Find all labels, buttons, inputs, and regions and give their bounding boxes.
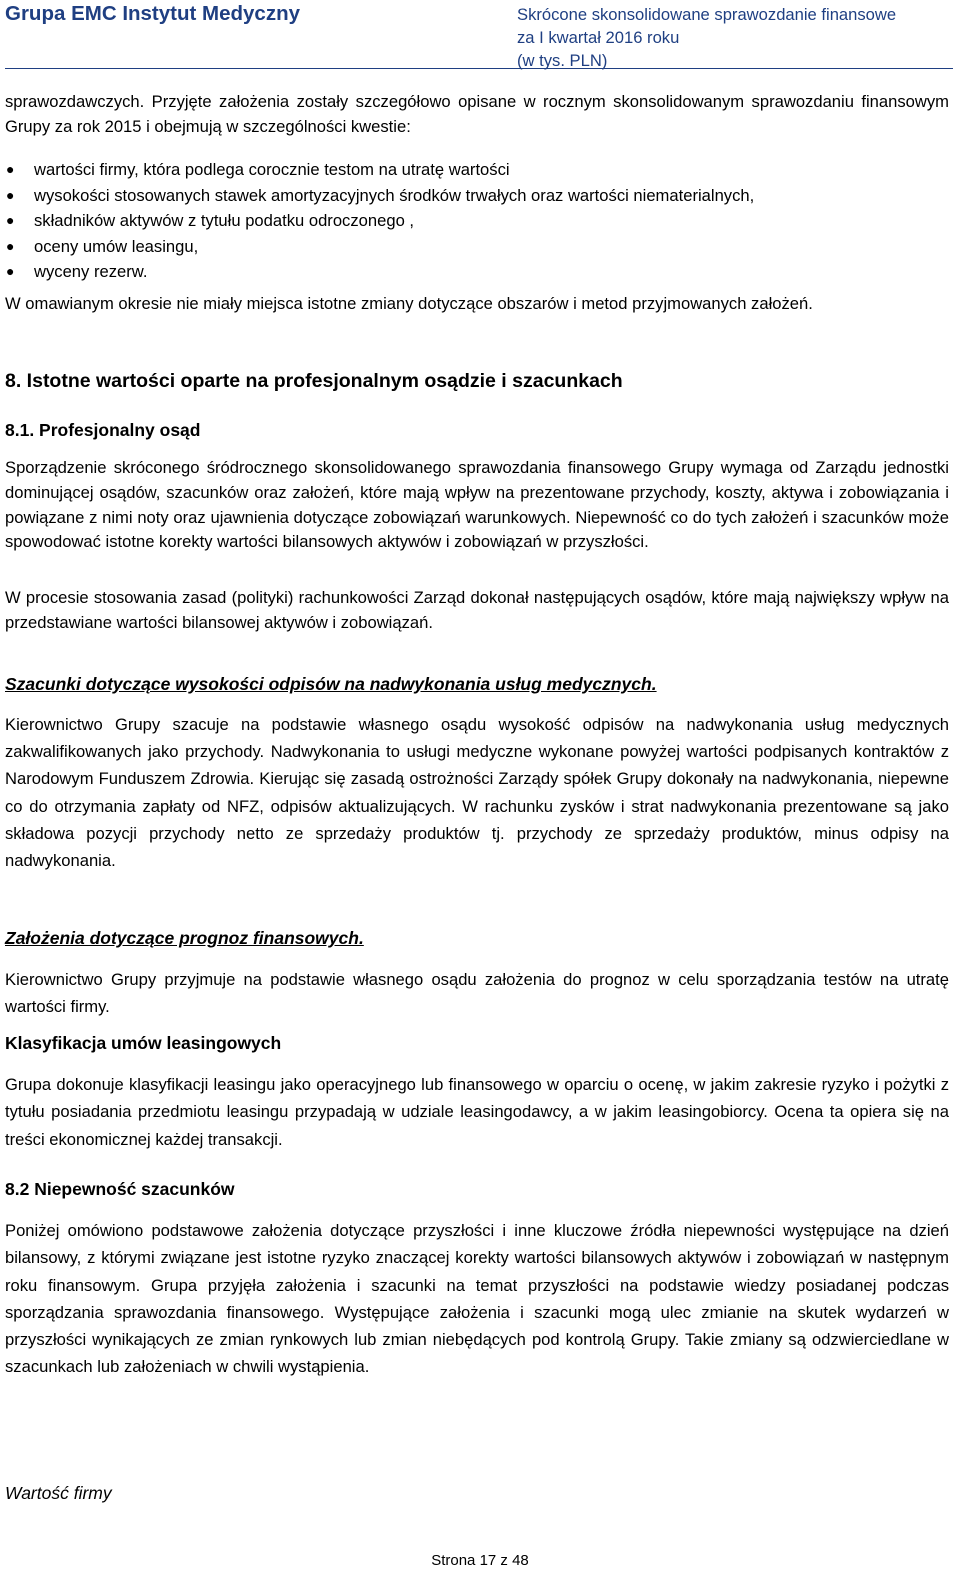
bullet-icon: ● [6,161,15,177]
report-title [517,3,896,72]
estimates-heading: Szacunki dotyczące wysokości odpisów na nadwykonania usług medycznych. [5,674,657,694]
intro-paragraph: sprawozdawczych. Przyjęte założenia zostały szczegółowo opisane w rocznym skonsolidowanym sprawozdaniu finansowym Grupy za rok 2015 i obejmują w szczególności kwestie: [5,92,949,137]
leasing-heading: Klasyfikacja umów leasingowych [5,1033,282,1053]
leasing-paragraph: Grupa dokonuje klasyfikacji leasingu jako operacyjnego lub finansowego w oparciu o ocenę, w jakim zakresie ryzyko i pożytki z tytułu posiadania przedmiotu leasingu przypadają w udziale leasingodawcy, a w jakim leasingobiorcy. Ocena ta opiera się na treści ekonomicznej każdej transakcji. [5,1075,949,1149]
judgement-paragraph: Sporządzenie skróconego śródrocznego skonsolidowanego sprawozdania finansowego Grupy wymaga od Zarządu jednostki dominującej osądów, szacunków oraz założeń, które mają wpływ na prezentowane przychody, koszty, aktywa i zobowiązania i powiązane z nimi noty oraz ujawnienia dotyczące zobowiązań warunkowych. Niepewność co do tych założeń i szacunków może spowodować istotne korekty wartości bilansowych aktywów i zobowiązań w przyszłości. [5,458,949,552]
list-item: ● wyceny rezerw. [5,259,949,285]
uncertainty-paragraph: Poniżej omówiono podstawowe założenia dotyczące przyszłości i inne kluczowe źródła niepewności występujące na dzień bilansowy, z którymi związane jest istotne ryzyko znaczącej korekty wartości bilansowych aktywów i zobowiązań w następnym roku finansowym. Grupa przyjęła założenia i szacunki na temat przyszłości na podstawie wiedzy posiadanej podczas sporządzania sprawozdania finansowego. Występujące założenia i szacunki mogą ulec zmianie na skutek wydarzeń w przyszłości wynikających ze zmian rynkowych lub zmian niebędących pod kontrolą Grupy. Takie zmiany są odzwierciedlane w szacunkach lub założeniach w chwili wystąpienia. [5,1221,949,1377]
list-item: ● oceny umów leasingu, [5,234,949,260]
list-item: ● wysokości stosowanych stawek amortyzacyjnych środków trwałych oraz wartości niematerialnych, [5,183,949,209]
header-divider [5,68,953,69]
forecast-heading: Założenia dotyczące prognoz finansowych. [5,928,364,948]
judgement-paragraph-2: W procesie stosowania zasad (polityki) rachunkowości Zarząd dokonał następujących osądów, które mają największy wpływ na przedstawiane wartości bilansowej aktywów i zobowiązań. [5,588,949,632]
assumption-list [5,157,949,285]
bullet-icon: ● [6,263,15,279]
subsection-heading: 8.1. Profesjonalny osąd [5,420,201,440]
company-name: Grupa EMC Instytut Medyczny [5,2,301,25]
intro-closing-paragraph: W omawianym okresie nie miały miejsca istotne zmiany dotyczące obszarów i metod przyjmowanych założeń. [5,294,813,313]
goodwill-heading: Wartość firmy [5,1483,112,1503]
bullet-icon: ● [6,237,15,254]
forecast-paragraph: Kierownictwo Grupy przyjmuje na podstawie własnego osądu założenia do prognoz w celu sporządzania testów na utratę wartości firmy. [5,970,949,1016]
report-title-line: Skrócone skonsolidowane sprawozdanie finansowe [517,5,897,24]
page-number: Strona 17 z 48 [431,1552,529,1569]
list-item: ● wartości firmy, która podlega corocznie testom na utratę wartości [5,157,949,183]
bullet-icon: ● [6,212,15,228]
estimates-paragraph: Kierownictwo Grupy szacuje na podstawie własnego osądu wysokość odpisów na nadwykonania usług medycznych zakwalifikowanych jako przychody. Nadwykonania to usługi medyczne wykonane powyżej wartości podpisanych kontraktów z Narodowym Funduszem Zdrowia. Kierując się zasadą ostrożności Zarządy spółek Grupy dokonały na nadwykonania, niepewne co do otrzymania zapłaty od NFZ, odpisów aktualizujących. W rachunku zysków i strat nadwykonania prezentowane są jako składowa pozycji przychody netto ze sprzedaży produktów tj. przychody ze sprzedaży produktów, minus odpisy na nadwykonania. [5,715,949,871]
report-period-line: za I kwartał 2016 roku [517,28,680,47]
report-unit-line: (w tys. PLN) [517,51,608,70]
list-item: ● składników aktywów z tytułu podatku odroczonego , [5,208,949,234]
subsection-heading: 8.2 Niepewność szacunków [5,1179,235,1199]
section-heading: 8. Istotne wartości oparte na profesjonalnym osądzie i szacunkach [5,370,623,392]
bullet-icon: ● [6,186,15,203]
